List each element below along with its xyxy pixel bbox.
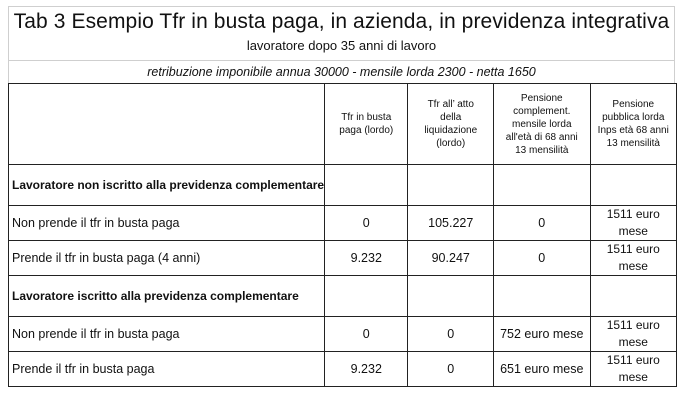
- cell-pensione-pubblica: 1511 euro mese: [590, 206, 676, 241]
- header-tfr-busta: Tfr in busta paga (lordo): [325, 84, 408, 165]
- cell-pensione-pubblica: 1511 euro mese: [590, 317, 676, 352]
- cell-tfr-busta: 0: [325, 317, 408, 352]
- cell-tfr-liquidazione: 0: [408, 317, 494, 352]
- cell-tfr-busta: 0: [325, 206, 408, 241]
- cell-pensione-complementare: 0: [494, 206, 591, 241]
- table-title: Tab 3 Esempio Tfr in busta paga, in azienda, in previdenza integrativa: [13, 10, 670, 33]
- cell-tfr-busta: 9.232: [325, 241, 408, 276]
- cell-pensione-complementare: 0: [494, 241, 591, 276]
- section-row: [9, 276, 677, 317]
- header-pensione-complementare: Pensione complement. mensile lorda all'età di 68 anni 13 mensilità: [494, 84, 591, 165]
- cell-pensione-complementare: 752 euro mese: [494, 317, 591, 352]
- cell-tfr-liquidazione: 90.247: [408, 241, 494, 276]
- row-label: Non prende il tfr in busta paga: [9, 206, 325, 241]
- income-note: retribuzione imponibile annua 30000 - mensile lorda 2300 - netta 1650: [8, 60, 675, 84]
- cell-pensione-pubblica: 1511 euro mese: [590, 241, 676, 276]
- tfr-table: [8, 83, 677, 387]
- cell-pensione-pubblica: 1511 euro mese: [590, 352, 676, 387]
- header-label: [9, 84, 325, 165]
- title-block: [8, 6, 675, 60]
- cell-tfr-liquidazione: 0: [408, 352, 494, 387]
- row-label: Prende il tfr in busta paga (4 anni): [9, 241, 325, 276]
- table-row: [9, 317, 677, 352]
- table-row: [9, 241, 677, 276]
- table-row: [9, 206, 677, 241]
- table-subtitle: lavoratore dopo 35 anni di lavoro: [246, 38, 437, 53]
- header-pensione-pubblica: Pensione pubblica lorda Inps età 68 anni 13 mensilità: [590, 84, 676, 165]
- table-row: [9, 352, 677, 387]
- cell-tfr-liquidazione: 105.227: [408, 206, 494, 241]
- header-tfr-liquidazione: Tfr all’ atto della liquidazione (lordo): [408, 84, 494, 165]
- cell-pensione-complementare: 651 euro mese: [494, 352, 591, 387]
- section-title: Lavoratore iscritto alla previdenza complementare: [9, 276, 325, 317]
- document-frame: [8, 6, 677, 397]
- header-row: [9, 84, 677, 165]
- cell-tfr-busta: 9.232: [325, 352, 408, 387]
- section-title: Lavoratore non iscritto alla previdenza complementare: [9, 165, 325, 206]
- section-row: [9, 165, 677, 206]
- row-label: Non prende il tfr in busta paga: [9, 317, 325, 352]
- row-label: Prende il tfr in busta paga: [9, 352, 325, 387]
